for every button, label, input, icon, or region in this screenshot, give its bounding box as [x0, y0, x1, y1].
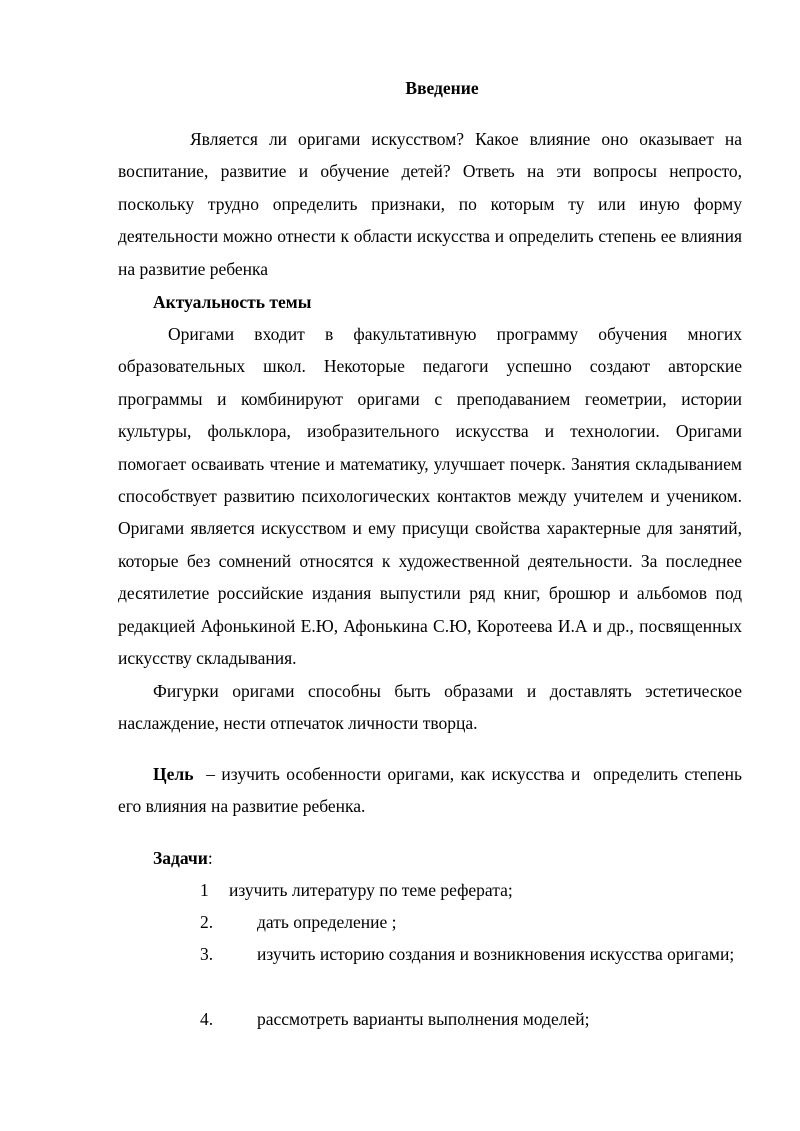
list-item-text: рассмотреть варианты выполнения моделей;: [257, 1009, 590, 1029]
goal-label: Цель: [153, 764, 194, 784]
list-item-text: дать определение ;: [257, 912, 397, 932]
list-item-number: 3.: [200, 944, 214, 964]
list-item-number: 2.: [200, 912, 214, 932]
figures-paragraph: Фигурки оригами способны быть образами и доставлять эстетическое наслаждение, нести отпечаток личности творца.: [118, 681, 742, 734]
section-heading-relevance: Актуальность темы: [153, 292, 312, 312]
goal-text: – изучить особенности оригами, как искусства и определить степень его влияния на развитие ребенка.: [118, 764, 747, 817]
list-item-text: изучить историю создания и возникновения искусства оригами;: [257, 944, 735, 964]
page-title: Введение: [405, 78, 479, 98]
list-item-number: 4.: [200, 1009, 214, 1029]
goal-paragraph: [118, 758, 747, 823]
list-item: [162, 938, 742, 970]
tasks-label: Задачи: [153, 848, 208, 868]
intro-paragraph: Является ли оригами искусством? Какое влияние оно оказывает на воспитание, развитие и обучение детей? Ответь на эти вопросы непросто, поскольку трудно определить признаки, по которым ту или иную форму деятельности можно отнести к области искусства и определить степень ее влияния на развитие ребенка: [118, 129, 742, 279]
tasks-colon: :: [207, 848, 213, 868]
list-item-text: изучить литературу по теме реферата;: [229, 880, 513, 900]
list-item-number: 1: [200, 880, 209, 900]
relevance-paragraph: Оригами входит в факультативную программу обучения многих образовательных школ. Некоторые педагоги успешно создают авторские программы и комбинируют оригами с преподаванием геометрии, истории культуры, фольклора, изобразительного искусства и технологии. Оригами помогает осваивать чтение и математику, улучшает почерк. Занятия складыванием способствует развитию психологических контактов между учителем и учеником. Оригами является искусством и ему присущи свойства характерные для занятий, которые без сомнений относятся к художественной деятельности. За последнее десятилетие российские издания выпустили ряд книг, брошюр и альбомов под редакцией Афонькиной Е.Ю, Афонькина С.Ю, Коротеева И.А и др., посвященных искусству складывания.: [118, 324, 742, 669]
tasks-heading: [153, 842, 213, 874]
